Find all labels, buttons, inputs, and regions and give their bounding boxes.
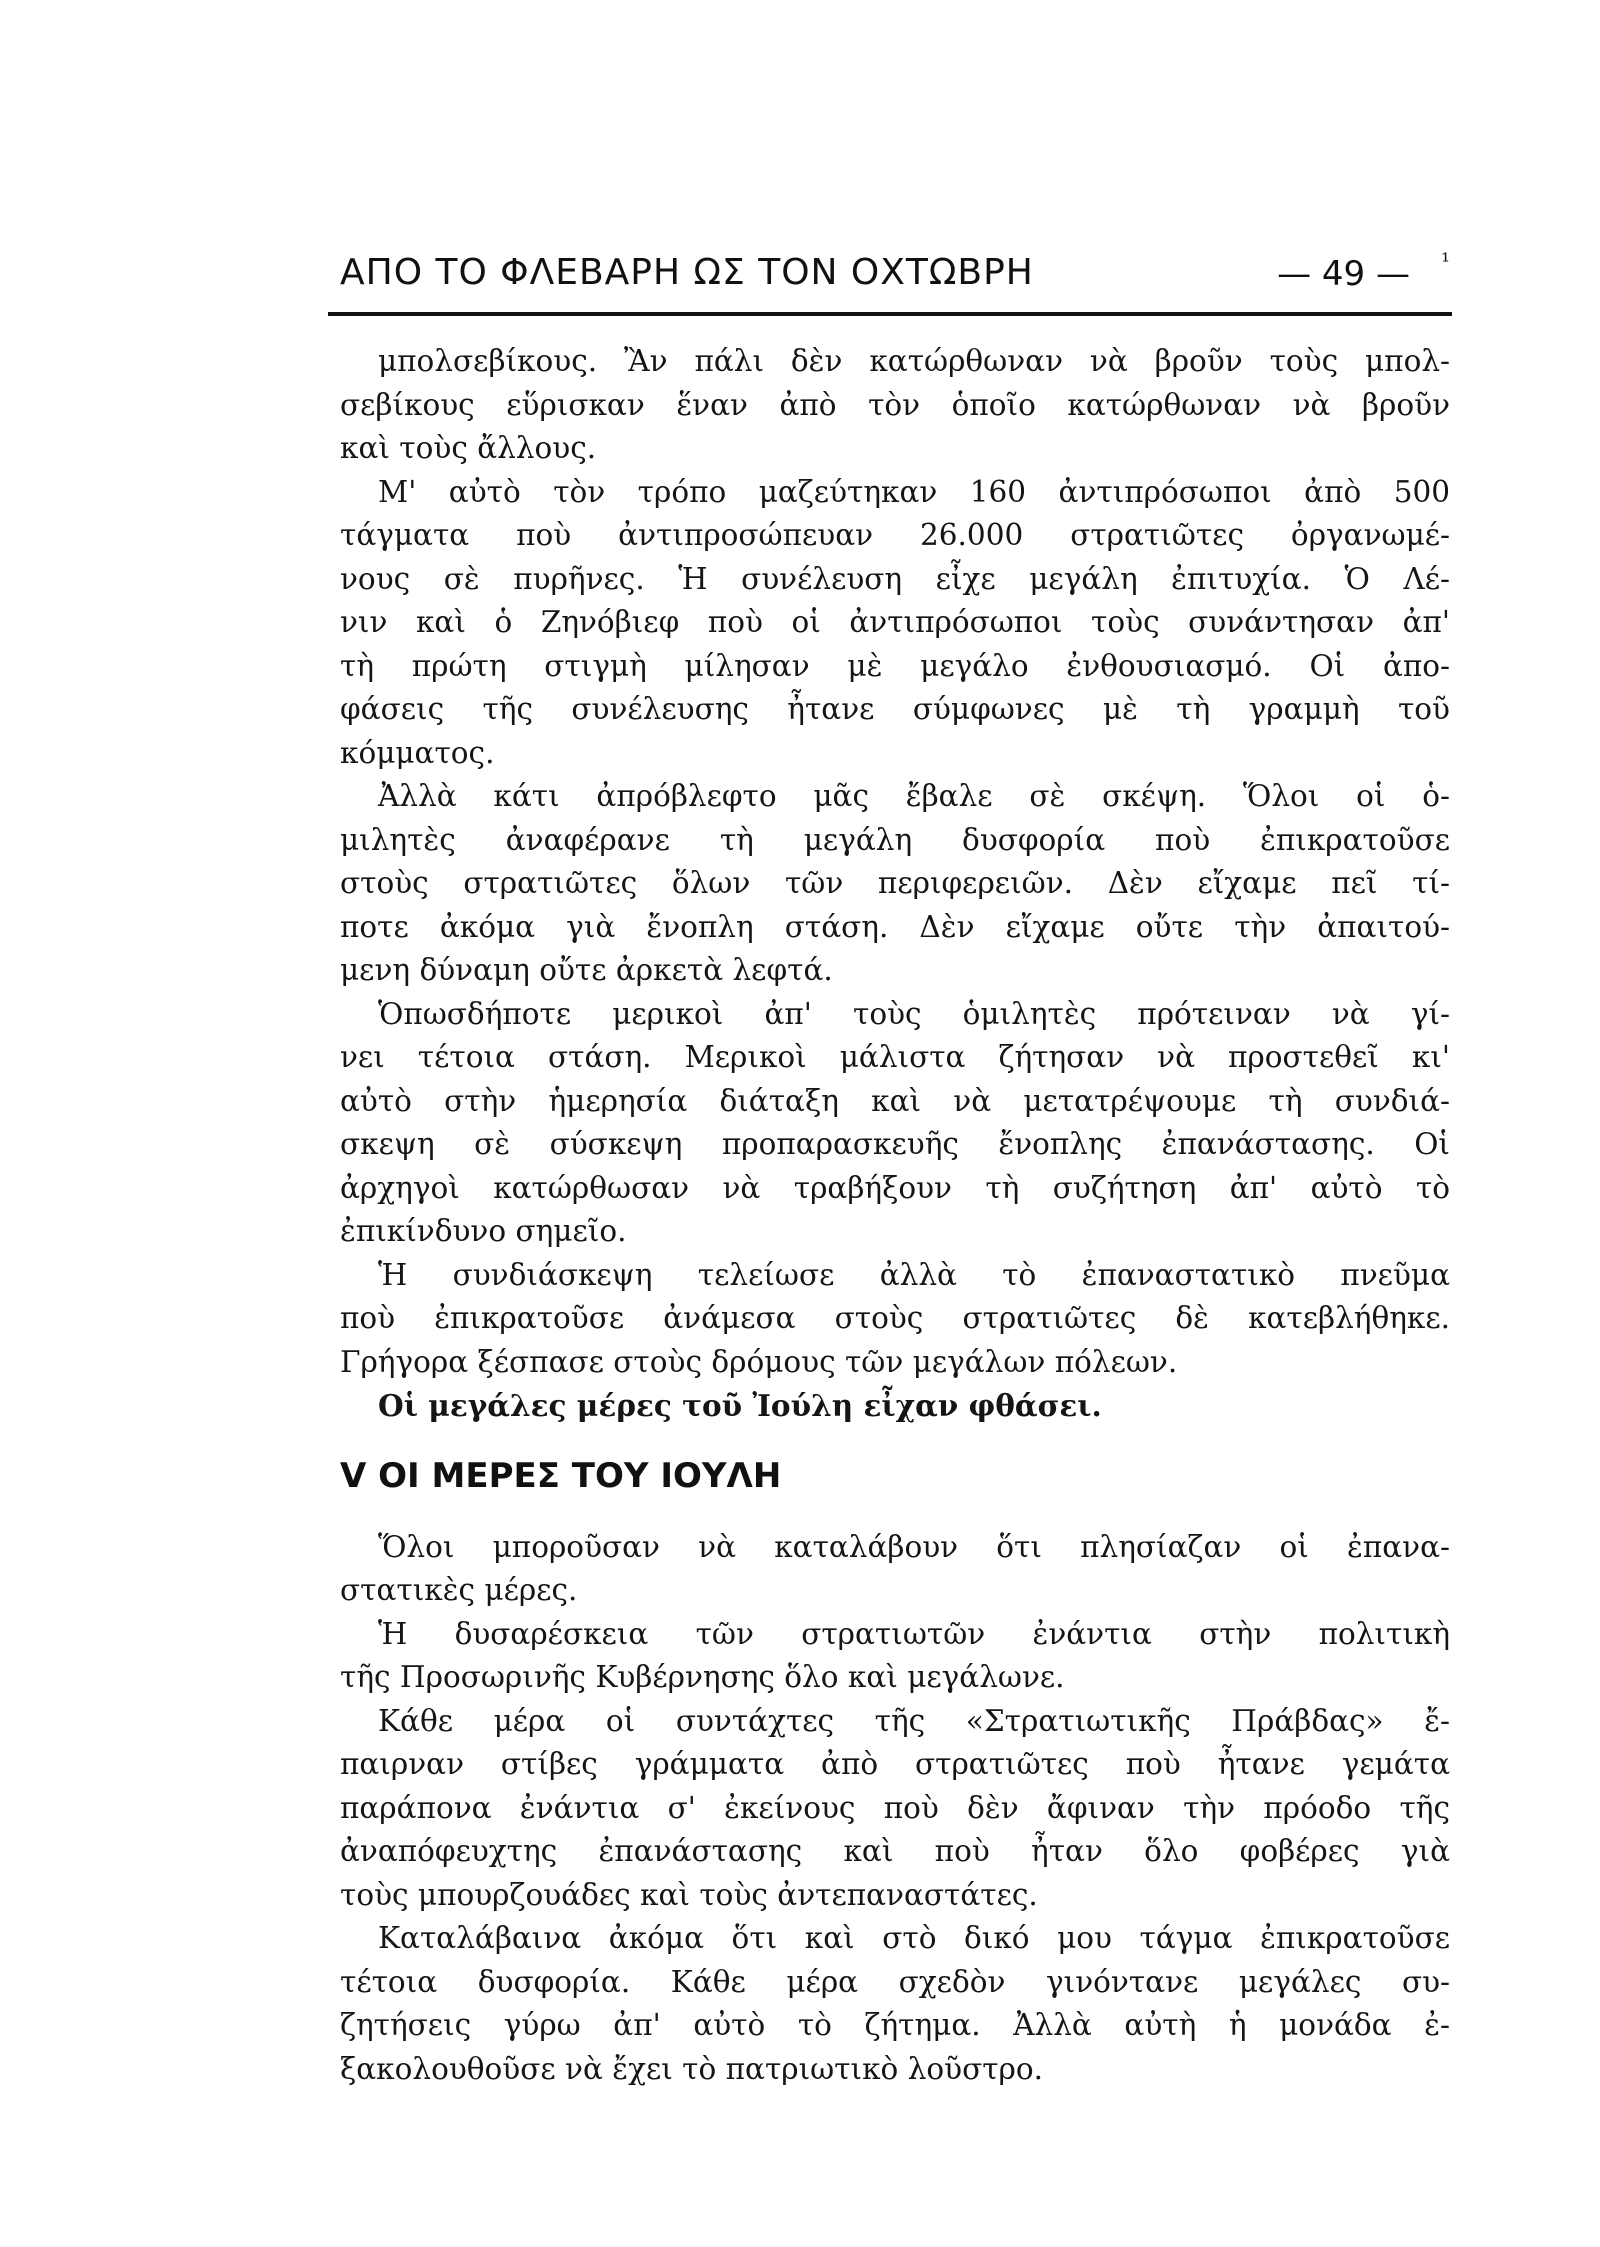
text-line: Οἱ μεγάλες μέρες τοῦ Ἰούλη εἶχαν φθάσει. xyxy=(378,1388,1102,1423)
text-line: νους σὲ πυρῆνες. Ἡ συνέλευση εἶχε μεγάλη ἐπιτυχία. Ὁ Λέ- xyxy=(340,561,1450,596)
text-line: σκεψη σὲ σύσκεψη προπαρασκευῆς ἔνοπλης ἐπανάστασης. Οἱ xyxy=(340,1127,1450,1161)
text-line: Κάθε μέρα οἱ συντάχτες τῆς «Στρατιωτικῆς Πράβδας» ἔ- xyxy=(378,1703,1450,1738)
text-line: Ἡ δυσαρέσκεια τῶν στρατιωτῶν ἐνάντια στὴν πολιτικὴ xyxy=(378,1616,1450,1651)
paragraph xyxy=(340,993,1450,1254)
text-line: ζητήσεις γύρω ἀπ' αὐτὸ τὸ ζήτημα. Ἀλλὰ αὐτὴ ἡ μονάδα ἐ- xyxy=(340,2008,1450,2042)
text-line: κόμματος. xyxy=(340,735,495,770)
text-line: μπολσεβίκους. Ἂν πάλι δὲν κατώρθωναν νὰ βροῦν τοὺς μπολ- xyxy=(378,344,1450,378)
text-line: Ὅλοι μποροῦσαν νὰ καταλάβουν ὅτι πλησίαζαν οἱ ἐπανα- xyxy=(378,1529,1450,1564)
text-line: τῆς Προσωρινῆς Κυβέρνησης ὅλο καὶ μεγάλωνε. xyxy=(340,1660,1065,1694)
text-line: φάσεις τῆς συνέλευσης ἦτανε σύμφωνες μὲ τὴ γραμμὴ τοῦ xyxy=(340,692,1450,726)
text-line: μενη δύναμη οὔτε ἀρκετὰ λεφτά. xyxy=(340,953,833,987)
text-line: ἀναπόφευχτης ἐπανάστασης καὶ ποὺ ἦταν ὅλο φοβέρες γιὰ xyxy=(340,1834,1450,1868)
paragraph xyxy=(340,1917,1450,2091)
running-title: ΑΠΟ ΤΟ ΦΛΕΒΑΡΗ ΩΣ ΤΟΝ ΟΧΤΩΒΡΗ xyxy=(340,252,1034,293)
text-line: τάγματα ποὺ ἀντιπροσώπευαν 26.000 στρατιῶτες ὀργανωμέ- xyxy=(340,518,1450,552)
page-body xyxy=(340,340,1450,2091)
text-line: νει τέτοια στάση. Μερικοὶ μάλιστα ζήτησαν νὰ προστεθεῖ κι' xyxy=(340,1040,1450,1074)
text-line: Ἀλλὰ κάτι ἀπρόβλεφτο μᾶς ἔβαλε σὲ σκέψη. Ὅλοι οἱ ὁ- xyxy=(378,779,1450,813)
text-line: Ὁπωσδήποτε μερικοὶ ἀπ' τοὺς ὁμιλητὲς πρότειναν νὰ γί- xyxy=(378,996,1450,1031)
text-line: νιν καὶ ὁ Ζηνόβιεφ ποὺ οἱ ἀντιπρόσωποι τοὺς συνάντησαν ἀπ' xyxy=(340,605,1450,639)
paragraph xyxy=(340,340,1450,471)
text-line: καὶ τοὺς ἄλλους. xyxy=(340,431,597,465)
paragraph xyxy=(340,1384,1450,1428)
page-number: — 49 — xyxy=(1277,254,1410,294)
text-before-section xyxy=(340,340,1450,1428)
text-line: τέτοια δυσφορία. Κάθε μέρα σχεδὸν γινόντανε μεγάλες συ- xyxy=(340,1964,1450,1999)
header-rule xyxy=(328,312,1452,316)
paragraph xyxy=(340,1254,1450,1385)
text-line: στατικὲς μέρες. xyxy=(340,1573,578,1607)
text-line: ἀρχηγοὶ κατώρθωσαν νὰ τραβήξουν τὴ συζήτηση ἀπ' αὐτὸ τὸ xyxy=(340,1170,1450,1205)
text-line: ποτε ἀκόμα γιὰ ἔνοπλη στάση. Δὲν εἴχαμε οὔτε τὴν ἀπαιτού- xyxy=(340,909,1450,944)
text-line: σεβίκους εὕρισκαν ἕναν ἀπὸ τὸν ὁποῖο κατώρθωναν νὰ βροῦν xyxy=(340,387,1450,422)
text-line: ποὺ ἐπικρατοῦσε ἀνάμεσα στοὺς στρατιῶτες δὲ κατεβλήθηκε. xyxy=(340,1301,1450,1335)
paragraph xyxy=(340,1613,1450,1700)
text-line: Μ' αὐτὸ τὸν τρόπο μαζεύτηκαν 160 ἀντιπρόσωποι ἀπὸ 500 xyxy=(378,474,1450,509)
text-line: τοὺς μπουρζουάδες καὶ τοὺς ἀντεπαναστάτες. xyxy=(340,1877,1038,1912)
text-after-section xyxy=(340,1526,1450,2092)
text-line: παράπονα ἐνάντια σ' ἐκείνους ποὺ δὲν ἄφιναν τὴν πρόοδο τῆς xyxy=(340,1790,1450,1825)
text-line: Γρήγορα ξέσπασε στοὺς δρόμους τῶν μεγάλων πόλεων. xyxy=(340,1344,1178,1379)
text-line: ἐπικίνδυνο σημεῖο. xyxy=(340,1214,627,1248)
text-line: μιλητὲς ἀναφέρανε τὴ μεγάλη δυσφορία ποὺ ἐπικρατοῦσε xyxy=(340,822,1450,857)
text-line: τὴ πρώτη στιγμὴ μίλησαν μὲ μεγάλο ἐνθουσιασμό. Οἱ ἀπο- xyxy=(340,648,1450,683)
text-line: στοὺς στρατιῶτες ὅλων τῶν περιφερειῶν. Δὲν εἴχαμε πεῖ τί- xyxy=(340,866,1450,900)
text-line: παιρναν στίβες γράμματα ἀπὸ στρατιῶτες ποὺ ἦτανε γεμάτα xyxy=(340,1747,1450,1781)
paragraph xyxy=(340,775,1450,993)
text-line: Καταλάβαινα ἀκόμα ὅτι καὶ στὸ δικό μου τάγμα ἐπικρατοῦσε xyxy=(378,1921,1450,1955)
text-line: αὐτὸ στὴν ἡμερησία διάταξη καὶ νὰ μετατρέψουμε τὴ συνδιά- xyxy=(340,1083,1450,1118)
section-heading: V ΟΙ ΜΕΡΕΣ ΤΟΥ ΙΟΥΛΗ xyxy=(340,1455,782,1496)
paragraph xyxy=(340,471,1450,776)
paragraph xyxy=(340,1700,1450,1918)
header-mark: ¹ xyxy=(1441,250,1450,275)
running-header xyxy=(340,252,1450,312)
paragraph xyxy=(340,1526,1450,1613)
text-line: Ἡ συνδιάσκεψη τελείωσε ἀλλὰ τὸ ἐπαναστατικὸ πνεῦμα xyxy=(378,1257,1450,1292)
text-line: ξακολουθοῦσε νὰ ἔχει τὸ πατριωτικὸ λοῦστρο. xyxy=(340,2051,1044,2086)
